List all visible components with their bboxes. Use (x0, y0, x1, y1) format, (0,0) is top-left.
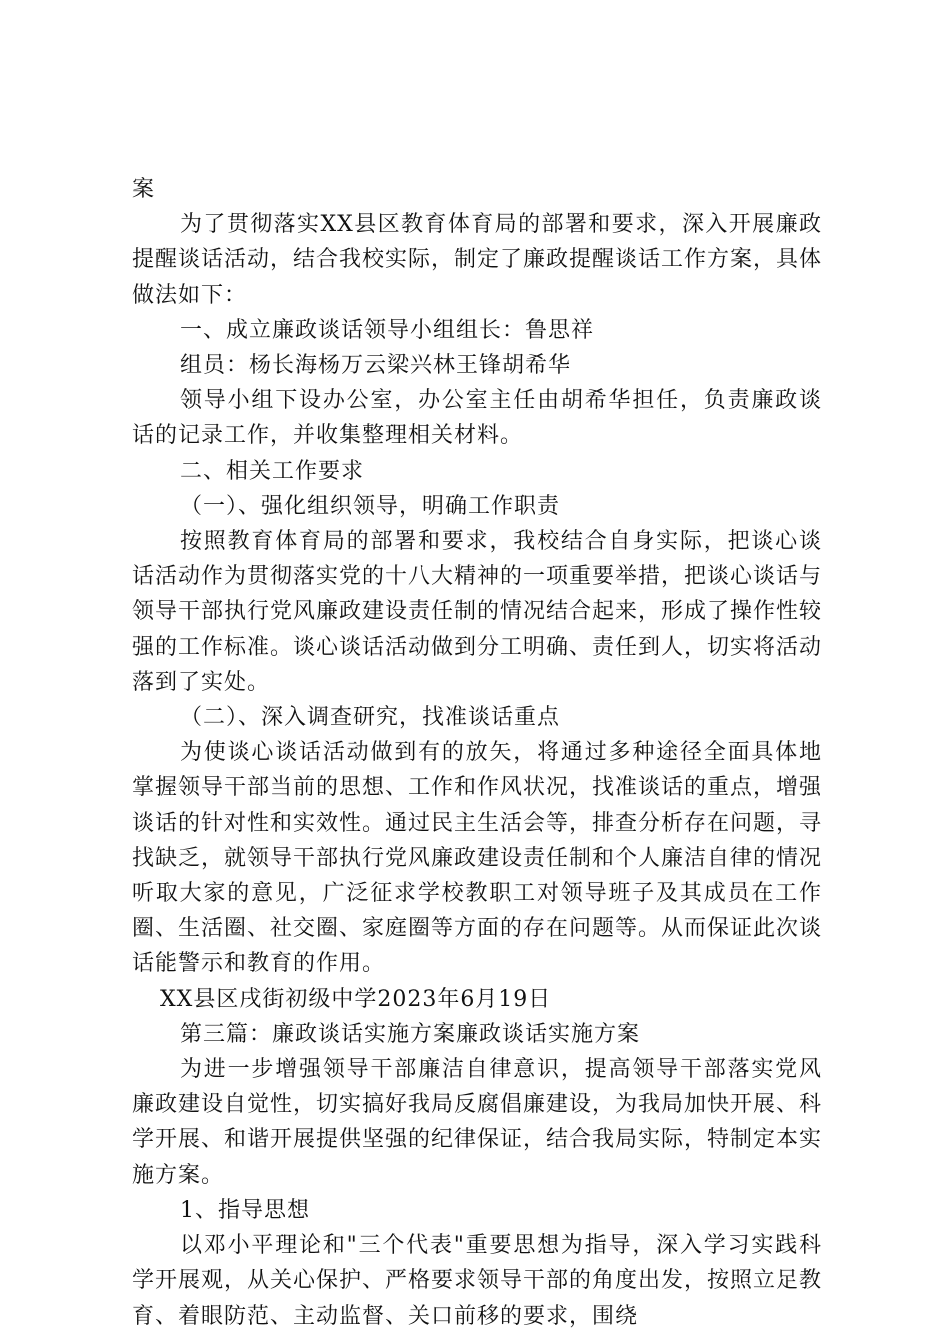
subheading-1: （一）、强化组织领导，明确工作职责 (180, 493, 561, 519)
signature-date-line: XX县区戌街初级中学2023年6月19日 (160, 986, 552, 1012)
document-body (132, 172, 822, 1334)
intro-paragraph: 为了贯彻落实XX县区教育体育局的部署和要求，深入开展廉政提醒谈话活动，结合我校实际，制定了廉政提醒谈话工作方案，具体做法如下： (132, 212, 823, 308)
body-paragraph-1: 按照教育体育局的部署和要求，我校结合自身实际，把谈心谈话活动作为贯彻落实党的十八大精神的一项重要举措，把谈心谈话与领导干部执行党风廉政建设责任制的情况结合起来，形成了操作性较强的工作标准。谈心谈话活动做到分工明确、责任到人，切实将活动落到了实处。 (132, 529, 823, 695)
subheading-2: （二）、深入调查研究，找准谈话重点 (180, 705, 561, 731)
continuation-line: 案 (132, 177, 156, 202)
members-line: 组员：杨长海杨万云梁兴林王锋胡希华 (180, 353, 572, 379)
office-paragraph: 领导小组下设办公室，办公室主任由胡希华担任，负责廉政谈话的记录工作，并收集整理相关材料。 (132, 388, 822, 449)
part-three-title: 第三篇：廉政谈话实施方案廉政谈话实施方案 (180, 1021, 641, 1047)
section-heading-1: 一、成立廉政谈话领导小组组长：鲁思祥 (180, 317, 595, 343)
body-paragraph-4: 以邓小平理论和"三个代表"重要思想为指导，深入学习实践科学开展观，从关心保护、严格要求领导干部的角度出发，按照立足教育、着眼防范、主动监督、关口前移的要求，围绕 (132, 1233, 823, 1329)
guiding-ideology-heading: 1、指导思想 (180, 1197, 310, 1223)
body-paragraph-2: 为使谈心谈话活动做到有的放矢，将通过多种途径全面具体地掌握领导干部当前的思想、工作和作风状况，找准谈话的重点，增强谈话的针对性和实效性。通过民主生活会等，排查分析存在问题，寻找缺乏，就领导干部执行党风廉政建设责任制和个人廉洁自律的情况听取大家的意见，广泛征求学校教职工对领导班子及其成员在工作圈、生活圈、社交圈、家庭圈等方面的存在问题等。从而保证此次谈话能警示和教育的作用。 (132, 740, 823, 977)
body-paragraph-3: 为进一步增强领导干部廉洁自律意识，提高领导干部落实党风廉政建设自觉性，切实搞好我局反腐倡廉建设，为我局加快开展、科学开展、和谐开展提供坚强的纪律保证，结合我局实际，特制定本实施方案。 (132, 1057, 823, 1188)
section-heading-2: 二、相关工作要求 (180, 458, 365, 484)
